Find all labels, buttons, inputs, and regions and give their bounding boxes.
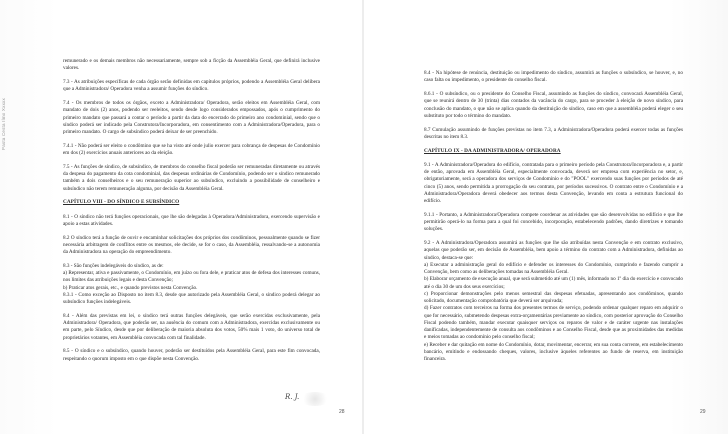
left-page (63, 58, 320, 369)
paragraph: 8.2 O síndico terá a função de ouvir e encaminhar solicitações dos próprios dos condôminos, pessoalmente quando se fizer necessária arbitragem de conflitos entre os mesmos, ele decide, se for o caso, da Assembléia, ressalvando-se a autonomia da Administradora na operação do empreendimento. (63, 234, 320, 255)
paragraph: 9.1 - A Administradora/Operadora do edifício, contratada para o primeiro período pela Construtora/Incorporadora e, a partir de então, aprovada em Assembléia Geral, especialmente convocada, deverá ser empresa com experiência no setor, e, obrigatoriamente, será a operadora dos serviços de Condomínio e do "POOL" exercendo suas funções por períodos de até cinco (5) anos, sendo permitida a prorrogação do seu contrato, por períodos sucessivos. O contrato entre o Condomínio e a Administradora/Operadora deverá obedecer aos termos desta Convenção, levando em conta a estrutura funcional do edifício. (424, 161, 683, 204)
paragraph: 8.7 Cumulação assumindo de funções previstas no item 7.3, a Administradora/Operadora poderá exercer todas as funções descritas no item 8.3. (424, 126, 683, 140)
scan-smudge (300, 392, 330, 406)
signature-initials: R. J. (285, 393, 300, 401)
page-number-left: 28 (339, 409, 345, 415)
paragraph: 7.5 - As funções de síndico, de subsíndico, de membros do conselho fiscal poderão ser remuneradas diretamente ou através da despesa do pagamento da cota condominial, das despesas ordinárias de Condomínio, podendo ser o síndico remunerado também a dois conselheiros e o seu remuneração superior ao subsíndico, excluindo a possibilidade de conselheiro e subsíndico não terem remuneração alguma, por decisão da Assembléia Geral. (63, 163, 320, 192)
page-gutter (362, 0, 364, 434)
paragraph: 8.4 - Além das previstas em lei, o síndico terá outras funções delegáveis, que serão exercidas exclusivamente, pela Administradora/ Operadora, que poderão ser, na ausência do comum com a Administradora, exercidas exclusivamente ou em parte, pelo Síndico, desde que por deliberação de maioria absoluta dos votos, 50% mais 1 voto, do universo total de proprietários votantes, em Assembléia convocada com tal finalidade. (63, 312, 320, 341)
paragraph: 7.4.1 - Não poderá ser eleito o condômino que se ha visto até onde julio exercer para cobrança de despesas de Condomínio em dos (2) exercícios anuais anteriores ao da eleição. (63, 142, 320, 156)
paragraph: 9.2 - A Administradora/Operadora assumirá as funções que lhe são atribuídas nesta Convenção e em contrato exclusivo, aquelas que poderão ser, em decisão de Assembléia, bem apoio a término do contrato com a Administradora, definidas ao síndico, destaca-se que: a) Executar a administração geral do edifício e defender os interesses do Condomínio, cumprindo e fazendo cumprir a Convenção, bem como as deliberações tomadas na Assembléia Geral. b) Elaborar orçamento de execução anual, que será submetido até um (1) mês, informado no 1º dia do exercício e convocado até o dia 30 de um dos seus exercícios; c) Proporcionar demonstrações pelo menos semestral das despesas efetuadas, apresentando aos condôminos, quando solicitado, documentação comprobatória que deverá ser arquivada; d) Fazer contratos com terceiros na forma dos presentes termos de serviço, podendo ordenar qualquer reparo em adquirir o que for necessário, submetendo despesas extra-orçamentárias previamente ao síndico, com posterior aprovação do Conselho Fiscal podendo também, mandar executar quaisquer serviços ou reparos de valor e de caráter urgente nas instalações danificadas, independentemente de consulta aos condôminos e ao Conselho Fiscal, desde que as proximidades das medidas e meios tomadas ao condomínio pelo conselho fiscal; e) Receber e dar quitação em nome do Condomínio, dotar, movimentar, encerrar, em sua conta corrente, em estabelecimento bancário, emitindo e endossando cheques, valores, inclusive àqueles referentes ao fundo de reserva, em instituição financeira. (424, 240, 683, 362)
left-paragraphs (63, 58, 320, 193)
paragraph: 8.3 - São funções indelegáveis do síndico, as de: a) Representar, ativa e passivamente, o Condomínio, em juízo ou fora dele, e praticar atos de defesa dos interesses comuns, nos limites das atribuições legais e desta Convenção; b) Praticar atos gerais, etc., e quando previstos nesta Convenção. 8.3.1 - Como exceção ao Disposto no item 8.3, desde que autorizado pela Assembléia Geral, o síndico poderá delegar ao subsíndico funções indelegáveis. (63, 262, 320, 305)
right-paragraphs (424, 70, 683, 141)
left-paragraphs-after (63, 214, 320, 363)
page-number-right: 29 (700, 409, 706, 415)
paragraph: 8.6.1 - O subsíndico, ou o presidente do Conselho Fiscal, assumindo as funções do síndico, convocará Assembléia Geral, que se reunirá dentro de 30 (trinta) dias contados da vacância do cargo, para se proceder à eleição de novo síndico, para conclusão do mandato, o que não se aplica quando da destituição do síndico, caso em que a assembléia poderá eleger o seu substituto por todo o término do mandato. (424, 91, 683, 119)
paragraph: 8.5 - O síndico e o subsíndico, quando houver, poderão ser destituídos pela Assembléia Geral, para este fim convocada, respeitando o quorum imposto em o que dispõe nesta Convenção. (63, 348, 320, 362)
paragraph: 8.4 - Na hipótese de renúncia, destituição ou impedimento do síndico, assumirá as funções o subsíndico, se houver, e, no caso falta ou impedimento, o presidente do conselho fiscal. (424, 70, 683, 84)
right-paragraphs-after (424, 162, 683, 364)
right-page (424, 70, 683, 370)
paragraph: 9.1.1 - Portanto, a Administradora/Operadora compete coordenar as atividades que são desenvolvidas no edifício e que lhe permitirão operá-lo na forma para a qual foi concebido, incorporação, estabelecendo padrões, dando diretrizes e tomando soluções. (424, 211, 683, 233)
paragraph: 7.4 - Os membros de todos os órgãos, exceto a Administradora/ Operadora, serão eleitos em Assembléia Geral, com mandato de dois (2) anos, podendo ser reeleitos, sendo desde logo considerados empossados, após o cumprimento do primeiro mandato que passará a contar o período a partir da data do encerrado do primeiro ano condominial, sendo que o síndico poderá ser indicado pela Construtora/Incorporadora, em consentimento com a Administradora/Operadora, para o primeiro mandato. O cargo de subsíndico poderá deixar de ser preenchido. (63, 100, 320, 135)
paragraph: 7.3 - As atribuições específicas de cada órgão serão definidas em capítulos próprios, podendo a Assembléia Geral delibera que a Administradora/ Operadora venha a assumir funções do síndico. (63, 79, 320, 93)
chapter-heading-viii: CAPÍTULO VIII - DO SÍNDICO E SUBSÍNDICO (63, 199, 180, 206)
paragraph: remunerado e os demais membros não necessariamente, sempre sob a ficção da Assembléia Geral, que definirá inclusive valores. (63, 58, 320, 72)
paragraph: 8.1 - O síndico não terá funções operacionais, que lhe são delegadas à Operadora/Administradora, exercendo supervisão e apoio a estas atividades. (63, 213, 320, 227)
chapter-heading-ix: CAPÍTULO IX - DA ADMINISTRADORA/ OPERADORA (424, 147, 561, 154)
margin-stamp: Pasta Cesta Ilmo Xxxxx (1, 98, 6, 150)
